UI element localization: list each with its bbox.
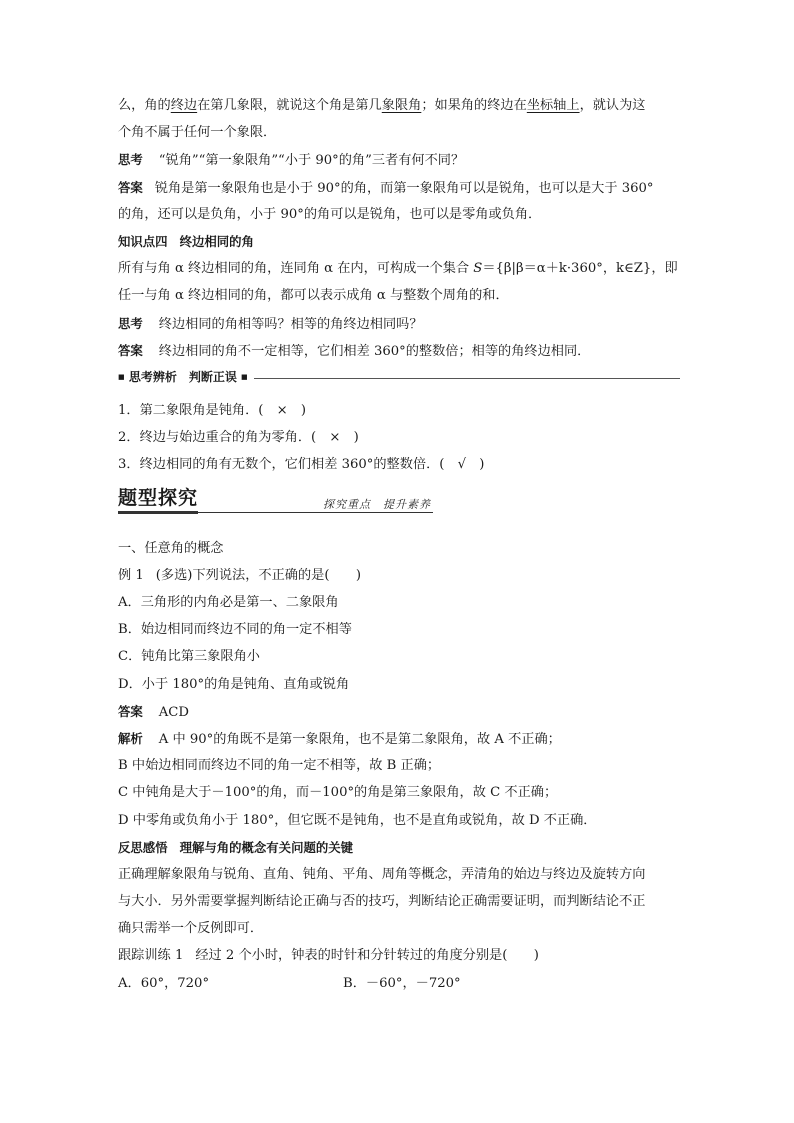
reflection-heading [118, 834, 680, 861]
text-line: 任一与角 α 终边相同的角，都可以表示成角 α 与整数个周角的和． [118, 288, 509, 304]
section-tag: 探究重点 提升素养 [323, 497, 431, 511]
example-label: 例 1 [118, 567, 144, 583]
think-label: 思考 [118, 152, 143, 168]
judge-item: 1．第二象限角是钝角．( × ) [118, 403, 306, 419]
section-divider [118, 364, 680, 391]
judge-item: 3．终边相同的角有无数个，它们相差 360°的整数倍．( √ ) [118, 457, 485, 473]
answer-label: 答案 [118, 703, 143, 719]
square-icon: ■ [241, 372, 248, 381]
answer-text: 终边相同的角不一定相等，它们相差 360°的整数倍；相等的角终边相同． [158, 343, 591, 359]
answer-text: ACD [158, 704, 189, 720]
square-icon: ■ [118, 372, 125, 381]
reflection-text: 与大小．另外需要掌握判断结论正确与否的技巧，判断结论正确需要证明，而判断结论不正 [118, 894, 646, 910]
knowledge-title: 终边相同的角 [179, 233, 254, 249]
training-label: 跟踪训练 1 [118, 948, 184, 964]
answer-line [118, 174, 680, 201]
subsection-heading: 一、任意角的概念 [118, 540, 224, 556]
knowledge-label: 知识点四 [118, 233, 168, 249]
reflection-text: 正确理解象限角与锐角、直角、钝角、平角、周角等概念，弄清角的始边与终边及旋转方向 [118, 866, 646, 882]
underlined-term: 象限角 [381, 98, 422, 113]
text-line: 个角不属于任何一个象限． [118, 125, 277, 141]
underlined-term: 坐标轴上 [526, 98, 580, 113]
divider-text: 思考辨析 判断正误 [128, 369, 237, 384]
text-line: 的角，还可以是负角，小于 90°的角可以是锐角，也可以是零角或负角． [118, 206, 542, 222]
example-line [118, 562, 680, 589]
training-options [118, 970, 680, 997]
text-span: ，就认为这 [579, 98, 646, 113]
text-line [118, 92, 680, 119]
training-text: 经过 2 个小时，钟表的时针和分针转过的角度分别是( ) [195, 948, 539, 964]
answer-label: 答案 [118, 342, 143, 358]
set-formula: ＝{β|β＝α＋k·360°，k∈Z}，即 [482, 261, 678, 277]
analysis-line [118, 725, 680, 752]
answer-text: 锐角是第一象限角也是小于 90°的角，而第一象限角可以是锐角，也可以是大于 360° [154, 180, 654, 196]
judge-item: 2．终边与始边重合的角为零角．( × ) [118, 430, 359, 446]
analysis-text: A 中 90°的角既不是第一象限角，也不是第二象限角，故 A 不正确； [158, 731, 561, 747]
analysis-line: C 中钝角是大于－100°的角，而－100°的角是第三象限角，故 C 不正确； [118, 785, 558, 801]
text-span: 所有与角 α 终边相同的角，连同角 α 在内，可构成一个集合 [118, 261, 474, 277]
analysis-label: 解析 [118, 730, 143, 746]
think-line [118, 146, 680, 173]
underlined-term: 终边 [170, 98, 198, 113]
answer-line [118, 698, 680, 725]
analysis-line: D 中零角或负角小于 180°，但它既不是钝角，也不是直角或锐角，故 D 不正确． [118, 812, 597, 828]
think-label: 思考 [118, 315, 143, 331]
training-line [118, 942, 680, 969]
section-underline-thick [118, 511, 198, 514]
knowledge-heading [118, 228, 680, 255]
answer-line [118, 337, 680, 364]
text-span: 在第几象限，就说这个角是第几 [197, 98, 382, 113]
think-text: 终边相同的角相等吗？相等的角终边相同吗？ [158, 316, 423, 332]
option-d: D．小于 180°的角是钝角、直角或锐角 [118, 676, 350, 692]
document-page [118, 92, 680, 997]
example-text: (多选)下列说法，不正确的是( ) [155, 567, 361, 583]
answer-label: 答案 [118, 179, 143, 195]
think-line [118, 310, 680, 337]
analysis-line: B 中始边相同而终边不同的角一定不相等，故 B 正确； [118, 758, 441, 774]
reflection-title: 理解与角的概念有关问题的关键 [179, 839, 354, 855]
text-span: 么，角的 [118, 98, 171, 113]
option-b: B．始边相同而终边不同的角一定不相等 [118, 622, 352, 638]
option-b: B．－60°，－720° [343, 975, 461, 991]
section-header [118, 485, 680, 529]
section-title: 题型探究 [118, 486, 199, 509]
text-span: ；如果角的终边在 [421, 98, 527, 113]
option-c: C．钝角比第三象限角小 [118, 649, 260, 665]
option-a: A．60°，720° [118, 975, 210, 991]
reflection-text: 确只需举一个反例即可． [118, 921, 264, 937]
reflection-label: 反思感悟 [118, 839, 168, 855]
think-text: “锐角”“第一象限角”“小于 90°的角”三者有何不同？ [158, 153, 465, 169]
set-symbol: S [473, 261, 483, 277]
option-a: A．三角形的内角必是第一、二象限角 [118, 595, 339, 610]
text-line [118, 255, 680, 282]
divider-label [118, 364, 254, 391]
